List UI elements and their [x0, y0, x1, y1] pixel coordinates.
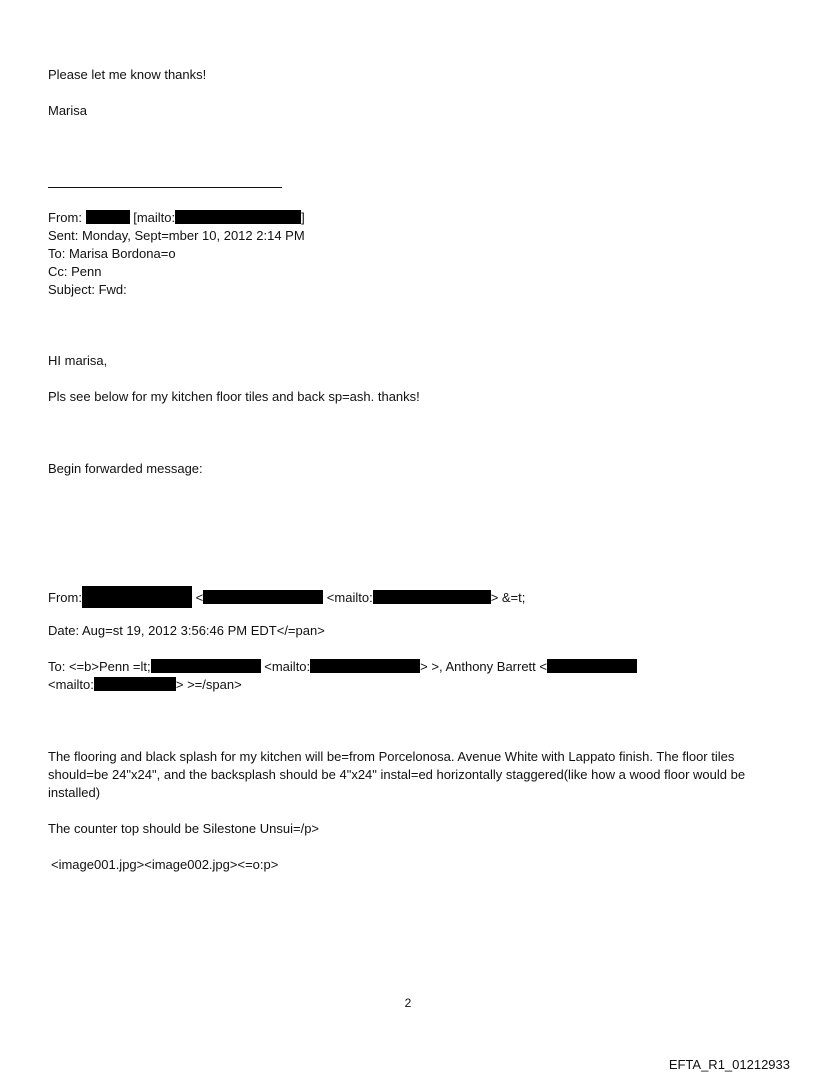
content-paragraph-2: The counter top should be Silestone Unsui=/p> — [48, 821, 320, 836]
content-paragraph-1: The flooring and black splash for my kitchen will be=from Porcelonosa. Avenue White with Lappato finish. The floor tiles should=be 24"x24", and the backsplash should be 4"x24" instal=ed horizontally staggered(like how a wood floor would be installed) — [48, 749, 746, 800]
signature: Marisa — [48, 103, 88, 118]
forward-to-line2: <mailto: > >=/span> — [48, 677, 242, 692]
header-to: To: Marisa Bordona=o — [48, 246, 176, 261]
header-from: From: [mailto: ] — [48, 210, 305, 225]
greeting: HI marisa, — [48, 353, 108, 368]
redaction — [94, 677, 176, 691]
redaction — [175, 210, 301, 224]
redaction — [86, 210, 130, 224]
divider — [48, 187, 282, 188]
forwarded-label: Begin forwarded message: — [48, 461, 203, 476]
redaction — [547, 659, 637, 673]
bates-number: EFTA_R1_01212933 — [668, 1057, 790, 1072]
redaction — [203, 590, 323, 604]
header-subject: Subject: Fwd: — [48, 282, 127, 297]
forward-from: From: < <mailto: > &=t; — [48, 586, 525, 608]
image-placeholders: <image001.jpg><image002.jpg><=o:p> — [51, 857, 279, 872]
header-sent: Sent: Monday, Sept=mber 10, 2012 2:14 PM — [48, 228, 305, 243]
header-cc: Cc: Penn — [48, 264, 102, 279]
page-number: 2 — [404, 996, 412, 1010]
message: Pls see below for my kitchen floor tiles and back sp=ash. thanks! — [48, 389, 420, 404]
intro-line: Please let me know thanks! — [48, 67, 207, 82]
redaction — [82, 586, 192, 608]
redaction — [310, 659, 420, 673]
forward-to: To: <=b>Penn =lt; <mailto: > >, Anthony Barrett < — [48, 658, 637, 676]
redaction — [151, 659, 261, 673]
forward-date: Date: Aug=st 19, 2012 3:56:46 PM EDT</=pan> — [48, 623, 325, 638]
redaction — [373, 590, 491, 604]
